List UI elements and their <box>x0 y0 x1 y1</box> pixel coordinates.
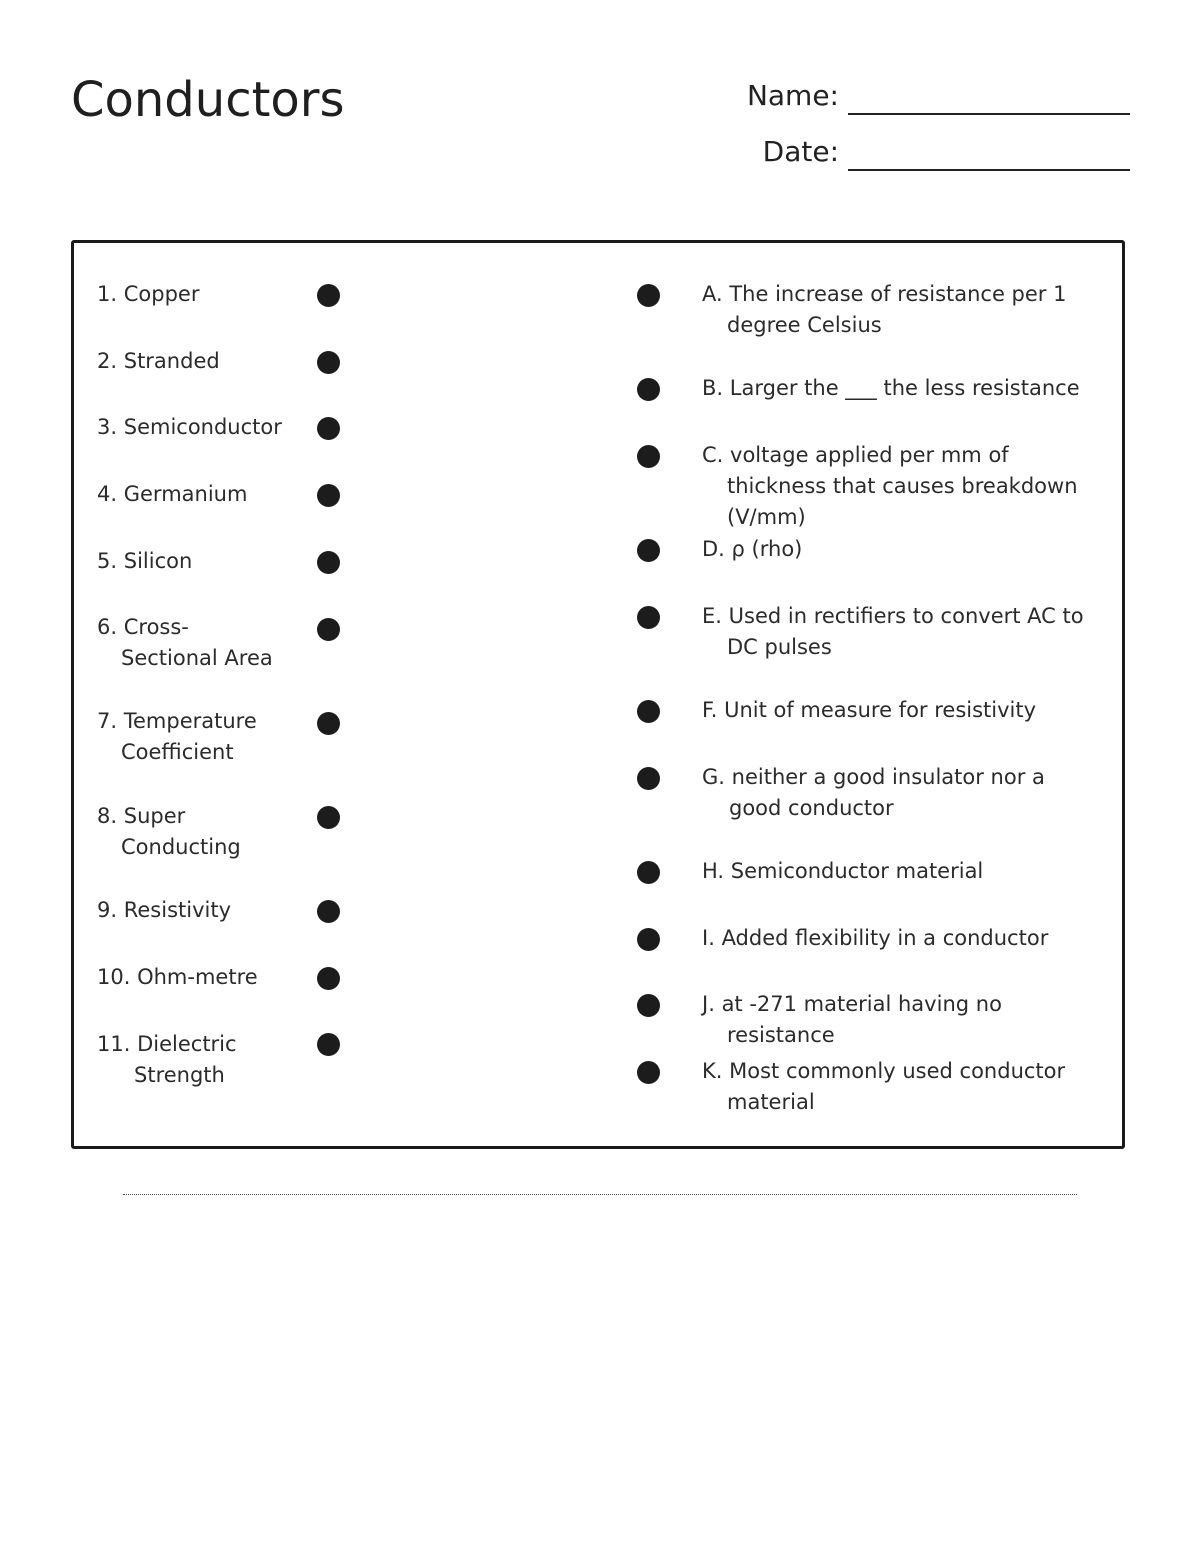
definition-text: neither a good insulator nor a good conductor <box>729 765 1045 820</box>
definition-match-dot[interactable] <box>637 284 660 307</box>
definition-match-dot[interactable] <box>637 700 660 723</box>
definition-letter: E. <box>702 604 722 628</box>
term-number: 11. <box>97 1032 131 1056</box>
term-match-dot[interactable] <box>317 284 340 307</box>
term-match-dot[interactable] <box>317 551 340 574</box>
definition-text: Most commonly used conductor material <box>727 1059 1066 1114</box>
term-item <box>97 612 277 674</box>
definition-text: Added flexibility in a conductor <box>721 926 1049 950</box>
date-field <box>763 130 1130 170</box>
definition-text: Unit of measure for resistivity <box>724 698 1037 722</box>
name-field <box>747 74 1130 114</box>
term-text: Copper <box>123 282 200 306</box>
name-label: Name: <box>746 79 839 112</box>
definition-letter: C. <box>702 443 724 467</box>
definition-letter: I. <box>702 926 715 950</box>
definition-match-dot[interactable] <box>637 994 660 1017</box>
term-item <box>97 895 302 926</box>
term-match-dot[interactable] <box>317 1033 340 1056</box>
term-item <box>97 479 302 510</box>
definition-match-dot[interactable] <box>637 767 660 790</box>
definition-item <box>702 440 1112 533</box>
date-blank-line[interactable] <box>848 169 1130 171</box>
term-text: Dielectric Strength <box>134 1032 237 1087</box>
term-match-dot[interactable] <box>317 417 340 440</box>
term-number: 10. <box>97 965 131 989</box>
term-item <box>97 1029 302 1091</box>
date-label: Date: <box>762 135 839 168</box>
definition-match-dot[interactable] <box>637 861 660 884</box>
definition-item <box>702 695 1112 726</box>
definition-match-dot[interactable] <box>637 928 660 951</box>
definition-text: at -271 material having no resistance <box>721 992 1002 1047</box>
term-item <box>97 346 302 377</box>
term-number: 7. <box>97 709 118 733</box>
definition-match-dot[interactable] <box>637 606 660 629</box>
definition-item <box>702 762 1102 824</box>
term-number: 6. <box>97 615 118 639</box>
term-match-dot[interactable] <box>317 900 340 923</box>
worksheet-title: Conductors <box>71 72 345 128</box>
definition-text: Larger the ___ the less resistance <box>729 376 1080 400</box>
definition-item <box>702 373 1112 404</box>
definition-letter: B. <box>702 376 724 400</box>
term-text: Semiconductor <box>123 415 282 439</box>
dotted-separator <box>123 1194 1077 1195</box>
definition-match-dot[interactable] <box>637 539 660 562</box>
definition-item <box>702 989 1112 1051</box>
term-item <box>97 706 302 768</box>
term-item <box>97 546 302 577</box>
definition-item <box>702 279 1072 341</box>
term-number: 4. <box>97 482 118 506</box>
definition-letter: A. <box>702 282 723 306</box>
definition-item <box>702 601 1112 663</box>
definition-letter: F. <box>702 698 718 722</box>
definition-letter: K. <box>702 1059 723 1083</box>
term-match-dot[interactable] <box>317 806 340 829</box>
term-number: 3. <box>97 415 118 439</box>
term-text: Germanium <box>123 482 248 506</box>
name-blank-line[interactable] <box>848 113 1130 115</box>
term-text: Ohm-metre <box>137 965 258 989</box>
definition-text: Used in rectifiers to convert AC to DC pulses <box>727 604 1084 659</box>
term-match-dot[interactable] <box>317 618 340 641</box>
definition-item <box>702 534 1112 565</box>
term-number: 8. <box>97 804 118 828</box>
definition-match-dot[interactable] <box>637 445 660 468</box>
term-match-dot[interactable] <box>317 712 340 735</box>
definition-letter: G. <box>702 765 725 789</box>
term-number: 5. <box>97 549 118 573</box>
term-number: 2. <box>97 349 118 373</box>
definition-match-dot[interactable] <box>637 1061 660 1084</box>
term-text: Super Conducting <box>121 804 241 859</box>
definition-item <box>702 856 1112 887</box>
definition-text: Semiconductor material <box>730 859 984 883</box>
term-match-dot[interactable] <box>317 967 340 990</box>
definition-letter: D. <box>702 537 725 561</box>
term-number: 1. <box>97 282 118 306</box>
definition-text: voltage applied per mm of thickness that causes breakdown (V/mm) <box>727 443 1078 529</box>
term-match-dot[interactable] <box>317 484 340 507</box>
term-item <box>97 962 302 993</box>
term-item <box>97 801 267 863</box>
term-item <box>97 412 302 443</box>
term-text: Temperature Coefficient <box>121 709 257 764</box>
definition-text: ρ (rho) <box>731 537 803 561</box>
term-text: Cross-Sectional Area <box>121 615 273 670</box>
definition-match-dot[interactable] <box>637 378 660 401</box>
term-text: Silicon <box>123 549 193 573</box>
definition-letter: H. <box>702 859 725 883</box>
term-match-dot[interactable] <box>317 351 340 374</box>
term-text: Stranded <box>123 349 220 373</box>
definition-letter: J. <box>702 992 715 1016</box>
definition-item <box>702 923 1112 954</box>
definition-text: The increase of resistance per 1 degree Celsius <box>727 282 1067 337</box>
term-item <box>97 279 302 310</box>
term-text: Resistivity <box>123 898 232 922</box>
definition-item <box>702 1056 1077 1118</box>
term-number: 9. <box>97 898 118 922</box>
